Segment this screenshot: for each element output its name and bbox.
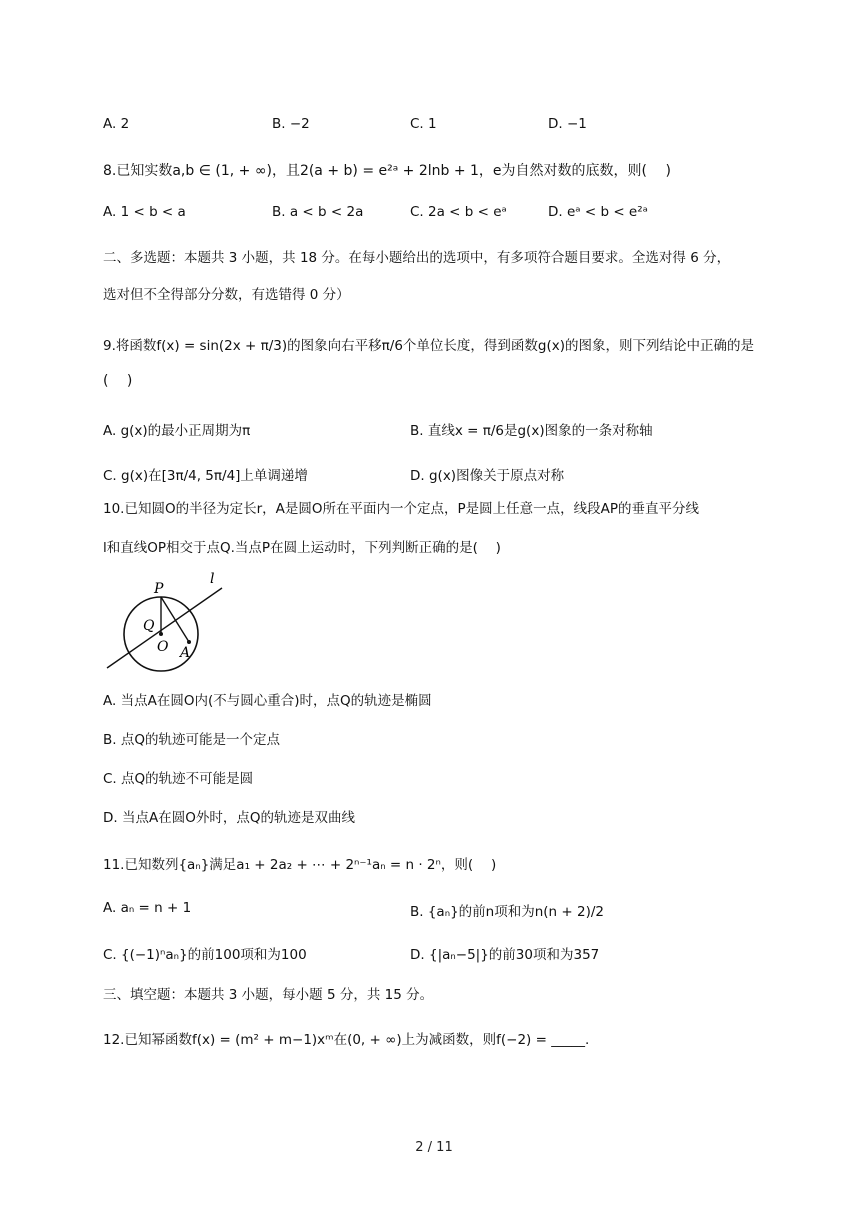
label-p: P <box>154 581 164 597</box>
q7-option-c: C. 1 <box>410 116 437 132</box>
q9-option-c: C. g(x)在[3π/4, 5π/4]上单调递增 <box>103 468 308 484</box>
label-l: l <box>210 571 215 587</box>
q10-stem-line2: l和直线OP相交于点Q.当点P在圆上运动时，下列判断正确的是( ) <box>103 540 501 556</box>
label-o: O <box>157 639 169 655</box>
q7-option-d: D. −1 <box>548 116 587 132</box>
q10-option-c: C. 点Q的轨迹不可能是圆 <box>103 771 254 787</box>
label-q: Q <box>143 618 155 634</box>
q7-option-a: A. 2 <box>103 116 130 132</box>
q9-paren: ( ) <box>103 373 133 389</box>
q10-stem-line1: 10.已知圆O的半径为定长r，A是圆O所在平面内一个定点，P是圆上任意一点，线段AP的垂直平分线 <box>103 501 700 517</box>
q8-stem: 8.已知实数a,b ∈ (1, + ∞)，且2(a + b) = e²ᵃ + 2lnb + 1，e为自然对数的底数，则( ) <box>103 163 671 179</box>
q8-option-c: C. 2a < b < eᵃ <box>410 204 507 220</box>
q11-option-c: C. {(−1)ⁿaₙ}的前100项和为100 <box>103 947 307 963</box>
point-a <box>187 640 191 644</box>
q10-option-b: B. 点Q的轨迹可能是一个定点 <box>103 732 280 748</box>
q8-option-d: D. eᵃ < b < e²ᵃ <box>548 204 648 220</box>
page-number: 2 / 11 <box>415 1140 453 1155</box>
q11-option-a: A. aₙ = n + 1 <box>103 900 192 916</box>
q9-option-a: A. g(x)的最小正周期为π <box>103 423 251 439</box>
q8-option-a: A. 1 < b < a <box>103 204 186 220</box>
q10-circle-figure <box>100 568 240 678</box>
q10-option-a: A. 当点A在圆O内(不与圆心重合)时，点Q的轨迹是椭圆 <box>103 693 432 709</box>
q10-option-d: D. 当点A在圆O外时，点Q的轨迹是双曲线 <box>103 810 355 826</box>
segment-ap <box>161 597 189 642</box>
q7-option-b: B. −2 <box>272 116 310 132</box>
section2-line2: 选对但不全得部分分数，有选错得 0 分） <box>103 287 350 303</box>
q9-option-d: D. g(x)图像关于原点对称 <box>410 468 565 484</box>
q9-stem: 9.将函数f(x) = sin(2x + π/3)的图象向右平移π/6个单位长度，得到函数g(x)的图象，则下列结论中正确的是 <box>103 338 755 354</box>
q11-option-b: B. {aₙ}的前n项和为n(n + 2)/2 <box>410 904 604 920</box>
q11-stem: 11.已知数列{aₙ}满足a₁ + 2a₂ + ⋯ + 2ⁿ⁻¹aₙ = n · 2ⁿ，则( ) <box>103 857 497 873</box>
q8-option-b: B. a < b < 2a <box>272 204 364 220</box>
section2-line1: 二、多选题：本题共 3 小题，共 18 分。在每小题给出的选项中，有多项符合题目要求。全选对得 6 分， <box>103 250 731 266</box>
label-a: A <box>180 645 191 661</box>
q12-stem: 12.已知幂函数f(x) = (m² + m−1)xᵐ在(0, + ∞)上为减函数，则f(−2) = _____. <box>103 1032 590 1048</box>
q9-option-b: B. 直线x = π/6是g(x)图象的一条对称轴 <box>410 423 653 439</box>
section3-heading: 三、填空题：本题共 3 小题，每小题 5 分，共 15 分。 <box>103 987 434 1003</box>
q11-option-d: D. {|aₙ−5|}的前30项和为357 <box>410 947 600 963</box>
point-o <box>159 632 163 636</box>
